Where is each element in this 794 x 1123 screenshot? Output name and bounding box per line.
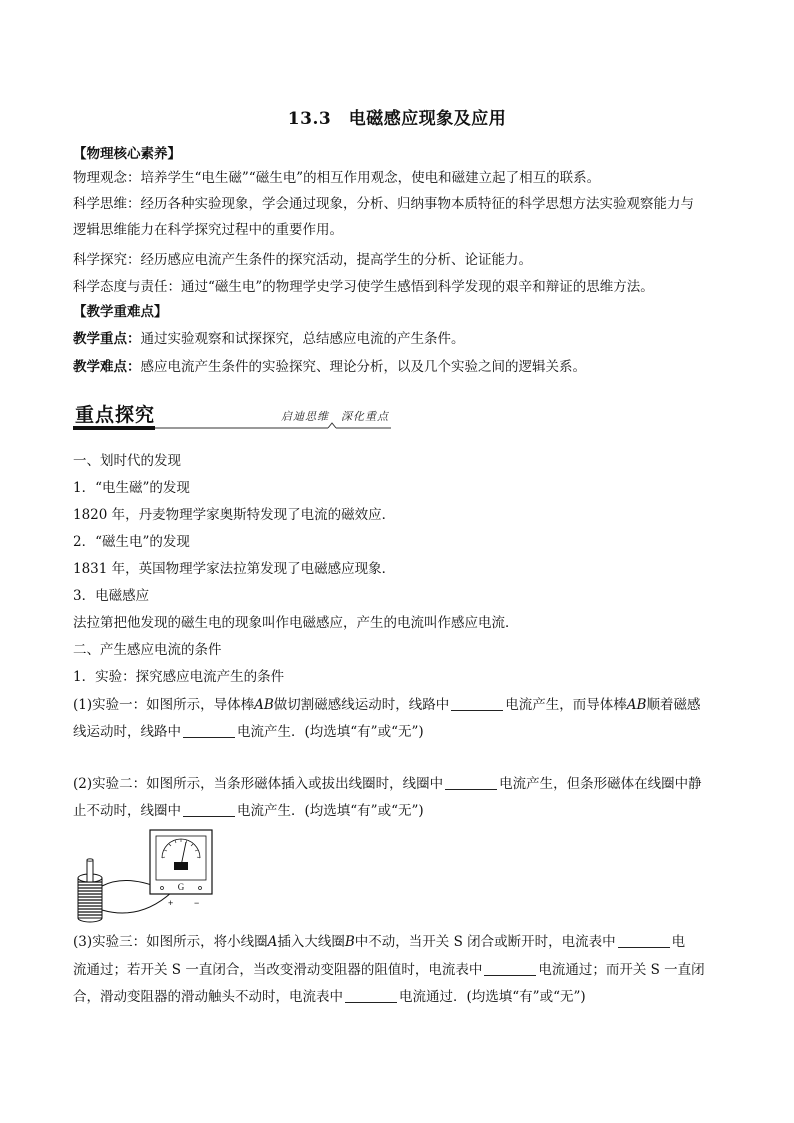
teaching-key-text: 通过实验观察和试探探究，总结感应电流的产生条件。 [140, 331, 465, 347]
teaching-hard [73, 357, 733, 377]
section-banner [73, 400, 393, 432]
exp2-blank-1[interactable] [445, 775, 497, 790]
section1-p2-text: 1831 年，英国物理学家法拉第发现了电磁感应现象． [73, 561, 396, 577]
section2-exp-title: 1．实验：探究感应电流产生的条件 [73, 669, 285, 685]
exp3-blank-2[interactable] [484, 961, 536, 976]
banner-title: 重点探究 [75, 404, 156, 426]
exp1-blank-1[interactable] [451, 696, 503, 711]
section2-heading: 二、产生感应电流的条件 [73, 642, 222, 658]
exp3-text-e: 流通过；若开关 S 一直闭合，当改变滑动变阻器的阻值时，电流表中 [73, 962, 483, 978]
exp2-text-d: 电流产生．(均选填“有”或“无”) [237, 803, 424, 819]
core-item-5: 科学态度与责任：通过“磁生电”的物理学史学习使学生感悟到科学发现的艰辛和辩证的思维方法。 [73, 279, 654, 295]
exp2-text-b: 电流产生，但条形磁体在线圈中静 [499, 776, 702, 792]
section1-p3-title: 3．电磁感应 [73, 588, 150, 604]
plus-sign: + [168, 898, 174, 908]
exp1-blank-2[interactable] [183, 723, 235, 738]
coil-icon [78, 859, 102, 922]
exp1-text-f: 电流产生．(均选填“有”或“无”) [237, 724, 424, 740]
exp1-line-2 [73, 722, 733, 742]
core-item-4: 科学探究：经历感应电流产生条件的探究活动，提高学生的分析、论证能力。 [73, 252, 532, 268]
exp3-text-b: 插入大线圈 [277, 934, 345, 950]
galvanometer-coil-figure [70, 826, 220, 926]
minus-sign: − [194, 898, 200, 908]
exp3-text-f: 电流通过；而开关 S 一直闭 [538, 962, 705, 978]
core-item-1: 物理观念：培养学生“电生磁”“磁生电”的相互作用观念，使电和磁建立起了相互的联系。 [73, 170, 601, 186]
exp1-text-d: 顺着磁感 [646, 697, 701, 713]
exp3-coil-a: A [267, 934, 278, 950]
exp2-blank-2[interactable] [183, 802, 235, 817]
exp2-text-c: 止不动时，线圈中 [73, 803, 181, 819]
exp1-ab: AB [254, 697, 274, 713]
exp3-line-2 [73, 960, 733, 980]
exp1-text-c: 电流产生，而导体棒 [505, 697, 627, 713]
exp1-text-b: 做切割磁感线运动时，线路中 [273, 697, 450, 713]
galvanometer-icon [150, 830, 212, 894]
exp2-line-2 [73, 801, 733, 821]
section1-heading: 一、划时代的发现 [73, 453, 181, 469]
exp1-line-1 [73, 695, 733, 715]
teaching-key-label: 教学重点： [73, 331, 141, 347]
exp3-text-d: 电 [671, 934, 686, 950]
exp3-line-3 [73, 987, 733, 1007]
exp2-text-a: (2)实验二：如图所示，当条形磁体插入或拔出线圈时，线圈中 [73, 776, 444, 792]
meter-letter: G [177, 882, 185, 892]
teaching-key [73, 329, 733, 349]
exp2-line-1 [73, 774, 733, 794]
core-heading: 【物理核心素养】 [73, 146, 181, 162]
exp3-text-h: 电流通过．(均选填“有”或“无”) [399, 989, 586, 1005]
difficulty-heading: 【教学重难点】 [73, 304, 168, 320]
exp1-text-e: 线运动时，线路中 [73, 724, 181, 740]
page-title: 13.3 电磁感应现象及应用 [287, 109, 507, 129]
exp3-coil-b: B [344, 934, 355, 950]
exp3-blank-3[interactable] [345, 988, 397, 1003]
exp1-text-a: (1)实验一：如图所示，导体棒 [73, 697, 255, 713]
exp3-text-g: 合，滑动变阻器的滑动触头不动时，电流表中 [73, 989, 343, 1005]
exp3-line-1 [73, 932, 733, 952]
exp3-text-a: (3)实验三：如图所示，将小线圈 [73, 934, 268, 950]
teaching-hard-label: 教学难点： [73, 359, 141, 375]
exp1-ab-2: AB [626, 697, 647, 713]
core-item-2: 科学思维：经历各种实验现象，学会通过现象，分析、归纳事物本质特征的科学思想方法实验观察能力与 [73, 196, 694, 212]
section1-p2-title: 2．“磁生电”的发现 [73, 534, 190, 550]
section1-p1-text: 1820 年，丹麦物理学家奥斯特发现了电流的磁效应． [73, 507, 396, 523]
exp3-text-c: 中不动，当开关 S 闭合或断开时，电流表中 [354, 934, 616, 950]
section1-p3-text: 法拉第把他发现的磁生电的现象叫作电磁感应，产生的电流叫作感应电流． [73, 615, 519, 631]
section1-p1-title: 1．“电生磁”的发现 [73, 480, 190, 496]
experiment-diagram [70, 826, 220, 926]
core-item-3: 逻辑思维能力在科学探究过程中的重要作用。 [73, 222, 343, 238]
exp3-blank-1[interactable] [618, 933, 670, 948]
banner-subtitle: 启迪思维 深化重点 [281, 410, 389, 423]
teaching-hard-text: 感应电流产生条件的实验探究、理论分析，以及几个实验之间的逻辑关系。 [140, 359, 586, 375]
